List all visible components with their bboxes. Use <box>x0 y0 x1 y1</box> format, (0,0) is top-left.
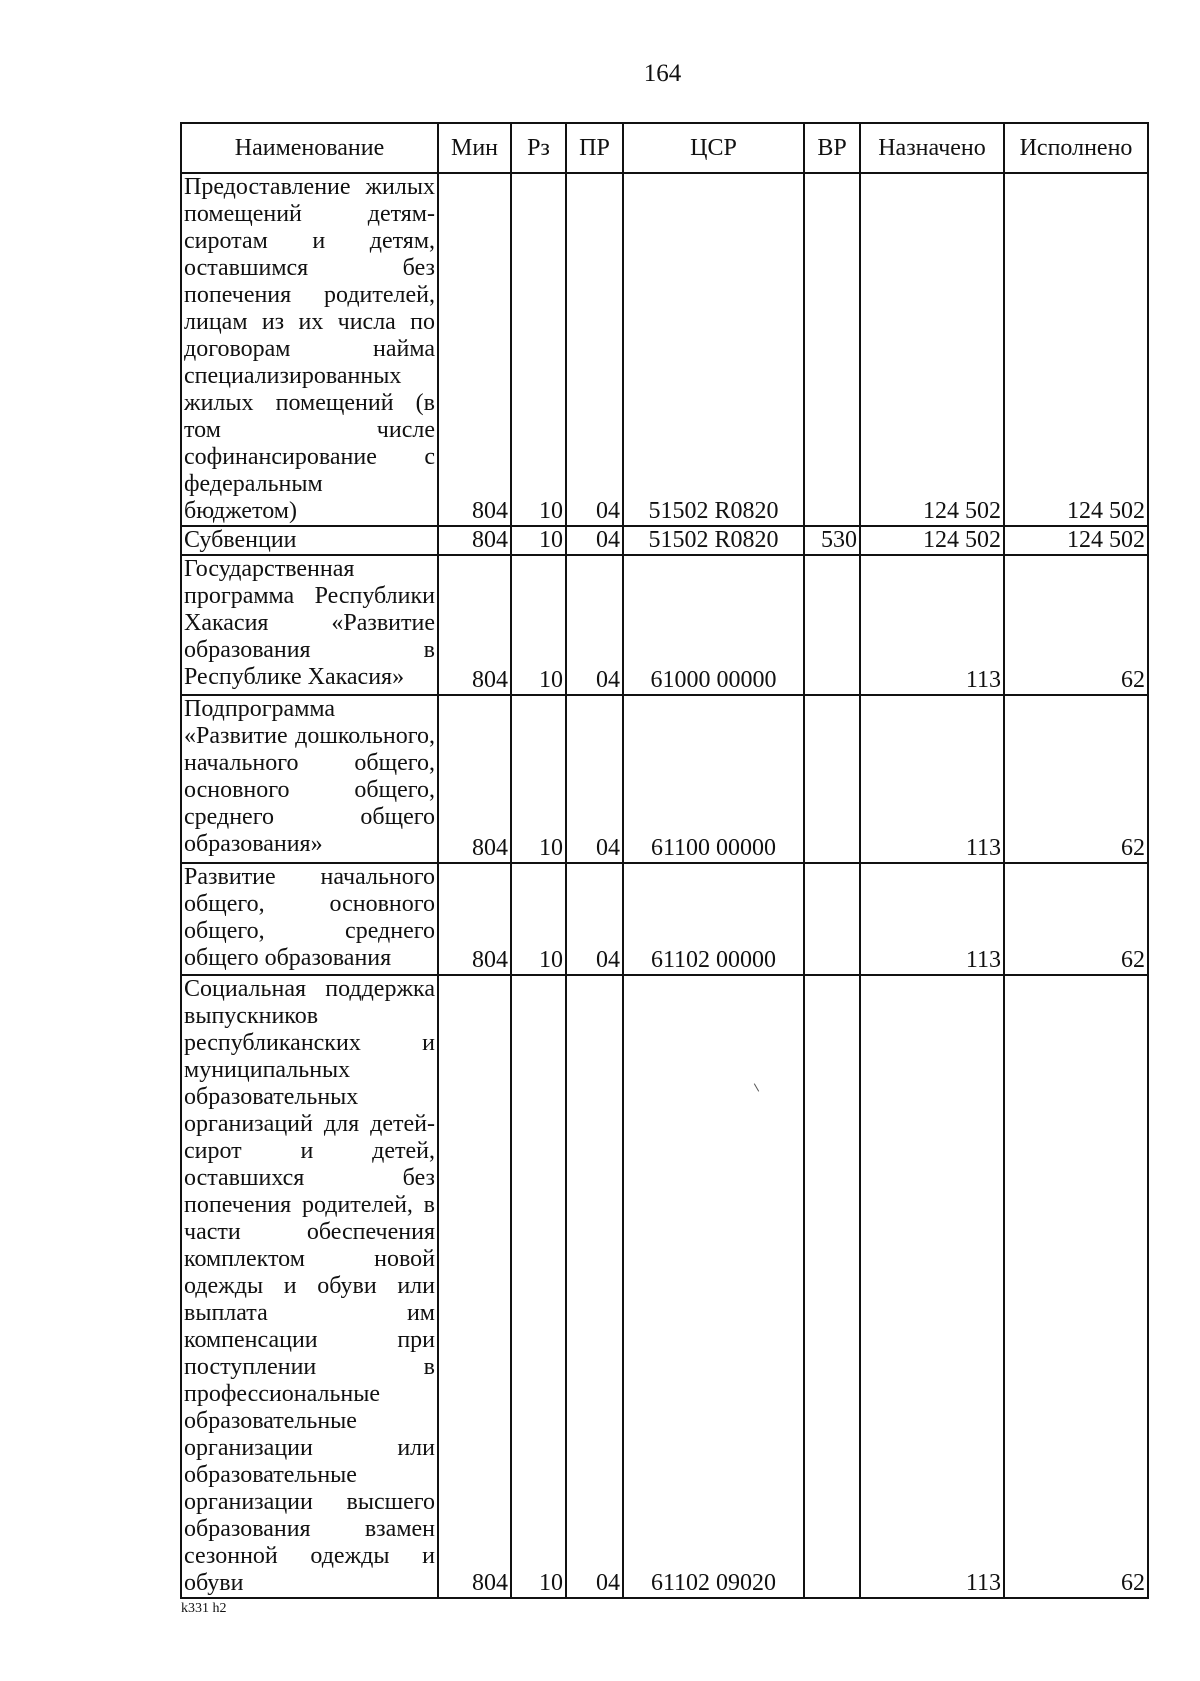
footer-code: k331 h2 <box>181 1601 227 1616</box>
row-executed: 62 <box>1004 695 1148 863</box>
row-assigned: 113 <box>860 975 1004 1598</box>
row-vr <box>804 863 860 975</box>
page-number: 164 <box>643 60 682 87</box>
budget-table <box>180 122 1149 1599</box>
row-name: Предоставление жилых помещений детям-сиротам и детям, оставшимся без попечения родителей, лицам из их числа по договорам найма специализированных жилых помещений (в том числе софинансирование с федеральным бюджетом) <box>181 173 438 526</box>
header-executed: Исполнено <box>1004 123 1148 173</box>
row-vr <box>804 695 860 863</box>
row-assigned: 124 502 <box>860 526 1004 555</box>
row-vr <box>804 975 860 1598</box>
row-assigned: 124 502 <box>860 173 1004 526</box>
row-min: 804 <box>438 863 511 975</box>
row-rz: 10 <box>511 526 566 555</box>
row-executed: 124 502 <box>1004 173 1148 526</box>
row-pr: 04 <box>566 173 623 526</box>
row-assigned: 113 <box>860 863 1004 975</box>
row-min: 804 <box>438 526 511 555</box>
row-min: 804 <box>438 695 511 863</box>
table-row <box>181 526 1148 555</box>
row-pr: 04 <box>566 526 623 555</box>
row-name: Развитие начального общего, основного общего, среднего общего образования <box>181 863 438 975</box>
table-row <box>181 975 1148 1598</box>
row-csr: 51502 R0820 <box>623 173 804 526</box>
row-csr: 61102 00000 <box>623 863 804 975</box>
header-csr: ЦСР <box>623 123 804 173</box>
row-min: 804 <box>438 975 511 1598</box>
row-min: 804 <box>438 555 511 695</box>
row-name: Социальная поддержка выпускников республиканских и муниципальных образовательных организаций для детей-сирот и детей, оставшихся без попечения родителей, в части обеспечения комплектом новой одежды и обуви или выплата им компенсации при поступлении в профессиональные образовательные организации или образовательные организации высшего образования взамен сезонной одежды и обуви <box>181 975 438 1598</box>
table-row <box>181 555 1148 695</box>
row-executed: 62 <box>1004 975 1148 1598</box>
table-row <box>181 863 1148 975</box>
row-csr: 61000 00000 <box>623 555 804 695</box>
row-executed: 62 <box>1004 863 1148 975</box>
row-pr: 04 <box>566 555 623 695</box>
header-vr: ВР <box>804 123 860 173</box>
row-vr: 530 <box>804 526 860 555</box>
header-pr: ПР <box>566 123 623 173</box>
row-min: 804 <box>438 173 511 526</box>
row-rz: 10 <box>511 555 566 695</box>
table-row <box>181 173 1148 526</box>
row-assigned: 113 <box>860 555 1004 695</box>
row-rz: 10 <box>511 863 566 975</box>
row-csr: 51502 R0820 <box>623 526 804 555</box>
table-header-row <box>181 123 1148 173</box>
header-rz: Рз <box>511 123 566 173</box>
row-vr <box>804 173 860 526</box>
row-vr <box>804 555 860 695</box>
header-name: Наименование <box>181 123 438 173</box>
row-name: Подпрограмма «Развитие дошкольного, начального общего, основного общего, среднего общего образования» <box>181 695 438 863</box>
row-name: Субвенции <box>181 526 438 555</box>
row-pr: 04 <box>566 695 623 863</box>
row-name: Государственная программа Республики Хакасия «Развитие образования в Республике Хакасия» <box>181 555 438 695</box>
row-pr: 04 <box>566 975 623 1598</box>
row-pr: 04 <box>566 863 623 975</box>
row-csr: 61102 09020 <box>623 975 804 1598</box>
row-executed: 62 <box>1004 555 1148 695</box>
row-rz: 10 <box>511 173 566 526</box>
row-assigned: 113 <box>860 695 1004 863</box>
table-row <box>181 695 1148 863</box>
row-rz: 10 <box>511 975 566 1598</box>
row-csr: 61100 00000 <box>623 695 804 863</box>
header-assigned: Назначено <box>860 123 1004 173</box>
header-min: Мин <box>438 123 511 173</box>
row-executed: 124 502 <box>1004 526 1148 555</box>
row-rz: 10 <box>511 695 566 863</box>
